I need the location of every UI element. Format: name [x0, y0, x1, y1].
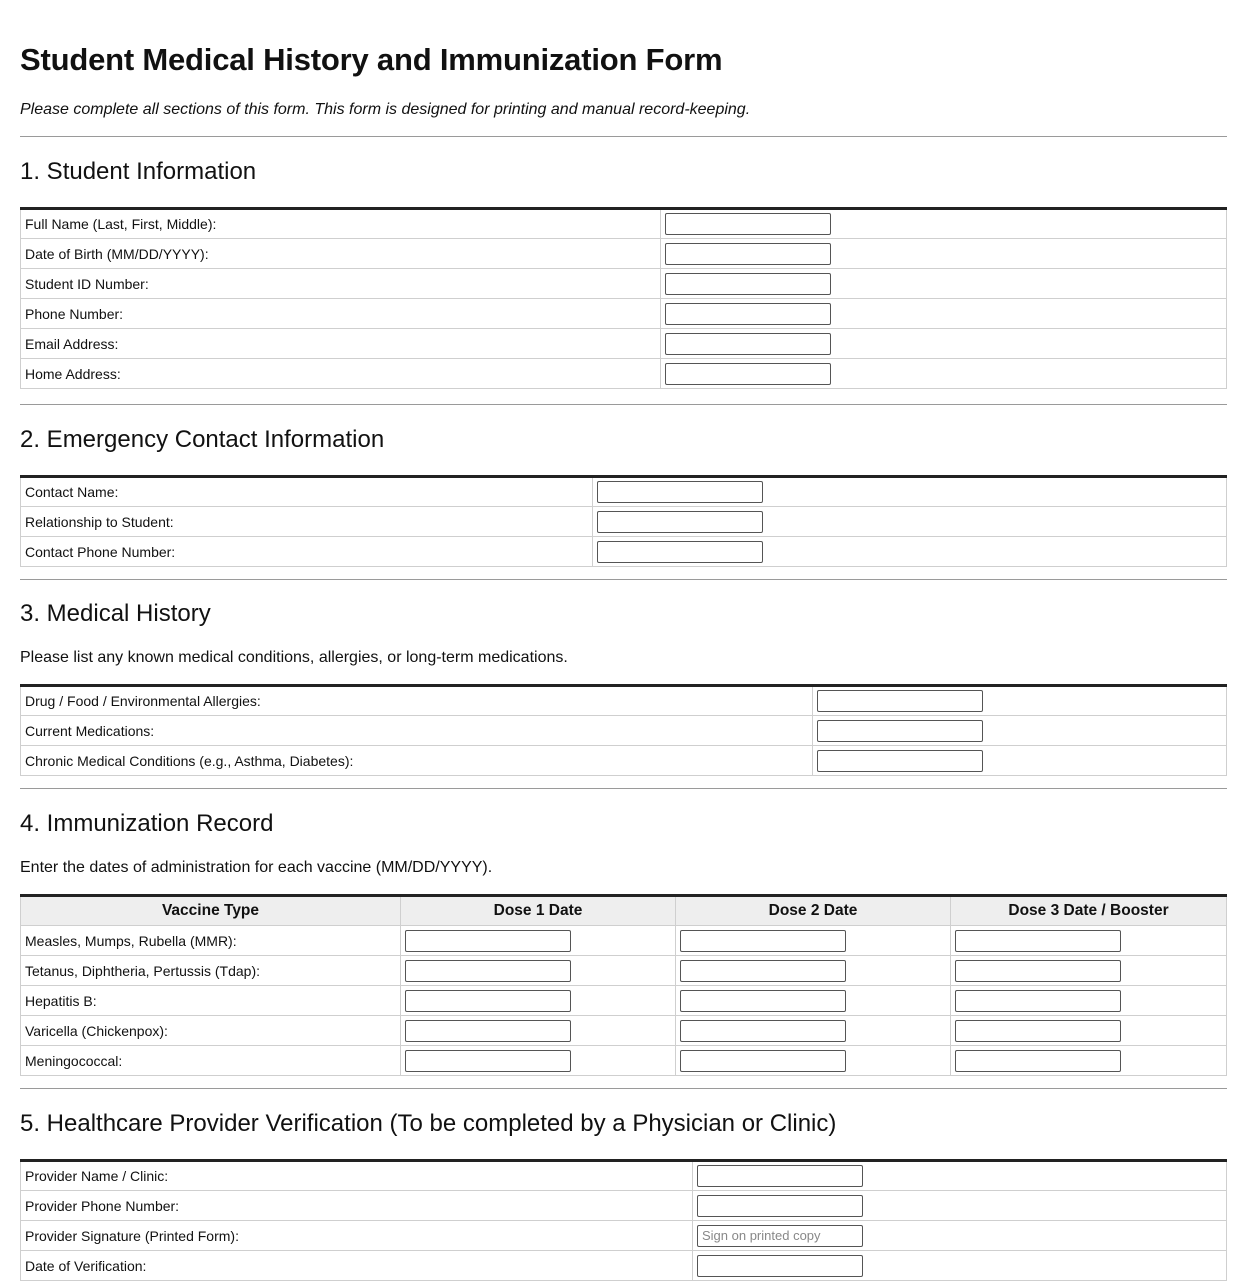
contact-phone-label: Contact Phone Number:: [21, 537, 593, 567]
section-heading-student-information: 1. Student Information: [20, 158, 257, 185]
table-row: [21, 209, 1227, 239]
allergies-field[interactable]: [817, 690, 983, 712]
contact-name-label: Contact Name:: [21, 477, 593, 507]
provider-verification-table: [20, 1159, 1227, 1281]
medical-history-table: [20, 684, 1227, 776]
table-row: [21, 537, 1227, 567]
section-heading-medical-history: 3. Medical History: [20, 600, 211, 627]
table-row: [21, 477, 1227, 507]
table-row: [21, 1221, 1227, 1251]
section-heading-provider-verification: 5. Healthcare Provider Verification (To be completed by a Physician or Clinic): [20, 1110, 837, 1137]
table-header-row: [21, 896, 1227, 926]
varicella-dose-2-field[interactable]: [680, 1020, 846, 1042]
column-header-vaccine-type: Vaccine Type: [21, 896, 401, 926]
chronic-conditions-label: Chronic Medical Conditions (e.g., Asthma, Diabetes):: [21, 746, 813, 776]
tdap-dose-2-field[interactable]: [680, 960, 846, 982]
chronic-conditions-field[interactable]: [817, 750, 983, 772]
meningococcal-dose-2-field[interactable]: [680, 1050, 846, 1072]
allergies-label: Drug / Food / Environmental Allergies:: [21, 686, 813, 716]
column-header-dose-3-booster: Dose 3 Date / Booster: [951, 896, 1227, 926]
contact-name-field[interactable]: [597, 481, 763, 503]
section-heading-immunization-record: 4. Immunization Record: [20, 810, 274, 837]
table-row: [21, 269, 1227, 299]
table-row: [21, 716, 1227, 746]
provider-phone-field[interactable]: [697, 1195, 863, 1217]
divider: [20, 404, 1227, 405]
varicella-dose-3-field[interactable]: [955, 1020, 1121, 1042]
table-row: [21, 299, 1227, 329]
verification-date-field[interactable]: [697, 1255, 863, 1277]
verification-date-label: Date of Verification:: [21, 1251, 693, 1281]
table-row: [21, 926, 1227, 956]
immunization-note: Enter the dates of administration for each vaccine (MM/DD/YYYY).: [20, 859, 493, 876]
table-row: [21, 956, 1227, 986]
vaccine-label-meningococcal: Meningococcal:: [21, 1046, 401, 1076]
divider: [20, 579, 1227, 580]
student-id-field[interactable]: [665, 273, 831, 295]
table-row: [21, 686, 1227, 716]
relationship-field[interactable]: [597, 511, 763, 533]
provider-name-field[interactable]: [697, 1165, 863, 1187]
tdap-dose-1-field[interactable]: [405, 960, 571, 982]
hepatitis-b-dose-1-field[interactable]: [405, 990, 571, 1012]
provider-signature-label: Provider Signature (Printed Form):: [21, 1221, 693, 1251]
column-header-dose-2: Dose 2 Date: [676, 896, 951, 926]
full-name-label: Full Name (Last, First, Middle):: [21, 209, 661, 239]
table-row: [21, 1251, 1227, 1281]
vaccine-label-tdap: Tetanus, Diphtheria, Pertussis (Tdap):: [21, 956, 401, 986]
contact-phone-field[interactable]: [597, 541, 763, 563]
table-row: [21, 1016, 1227, 1046]
date-of-birth-field[interactable]: [665, 243, 831, 265]
email-address-label: Email Address:: [21, 329, 661, 359]
table-row: [21, 1046, 1227, 1076]
student-id-label: Student ID Number:: [21, 269, 661, 299]
form-instructions: Please complete all sections of this form. This form is designed for printing and manual record-keeping.: [20, 101, 751, 118]
student-information-table: [20, 207, 1227, 389]
vaccine-label-varicella: Varicella (Chickenpox):: [21, 1016, 401, 1046]
immunization-table: [20, 894, 1227, 1076]
table-row: [21, 986, 1227, 1016]
relationship-label: Relationship to Student:: [21, 507, 593, 537]
table-row: [21, 1161, 1227, 1191]
provider-signature-field[interactable]: [697, 1225, 863, 1247]
home-address-field[interactable]: [665, 363, 831, 385]
provider-phone-label: Provider Phone Number:: [21, 1191, 693, 1221]
table-row: [21, 329, 1227, 359]
page-title: Student Medical History and Immunization Form: [20, 42, 723, 77]
mmr-dose-1-field[interactable]: [405, 930, 571, 952]
table-row: [21, 239, 1227, 269]
medical-history-note: Please list any known medical conditions, allergies, or long-term medications.: [20, 649, 568, 666]
provider-name-label: Provider Name / Clinic:: [21, 1161, 693, 1191]
current-medications-field[interactable]: [817, 720, 983, 742]
divider: [20, 788, 1227, 789]
hepatitis-b-dose-2-field[interactable]: [680, 990, 846, 1012]
mmr-dose-2-field[interactable]: [680, 930, 846, 952]
meningococcal-dose-3-field[interactable]: [955, 1050, 1121, 1072]
meningococcal-dose-1-field[interactable]: [405, 1050, 571, 1072]
current-medications-label: Current Medications:: [21, 716, 813, 746]
home-address-label: Home Address:: [21, 359, 661, 389]
hepatitis-b-dose-3-field[interactable]: [955, 990, 1121, 1012]
full-name-field[interactable]: [665, 213, 831, 235]
column-header-dose-1: Dose 1 Date: [401, 896, 676, 926]
divider: [20, 1088, 1227, 1089]
vaccine-label-hepatitis-b: Hepatitis B:: [21, 986, 401, 1016]
section-heading-emergency-contact: 2. Emergency Contact Information: [20, 426, 385, 453]
varicella-dose-1-field[interactable]: [405, 1020, 571, 1042]
email-address-field[interactable]: [665, 333, 831, 355]
divider: [20, 136, 1227, 137]
table-row: [21, 1191, 1227, 1221]
table-row: [21, 746, 1227, 776]
table-row: [21, 359, 1227, 389]
phone-number-field[interactable]: [665, 303, 831, 325]
emergency-contact-table: [20, 475, 1227, 567]
table-row: [21, 507, 1227, 537]
tdap-dose-3-field[interactable]: [955, 960, 1121, 982]
phone-number-label: Phone Number:: [21, 299, 661, 329]
mmr-dose-3-field[interactable]: [955, 930, 1121, 952]
vaccine-label-mmr: Measles, Mumps, Rubella (MMR):: [21, 926, 401, 956]
date-of-birth-label: Date of Birth (MM/DD/YYYY):: [21, 239, 661, 269]
